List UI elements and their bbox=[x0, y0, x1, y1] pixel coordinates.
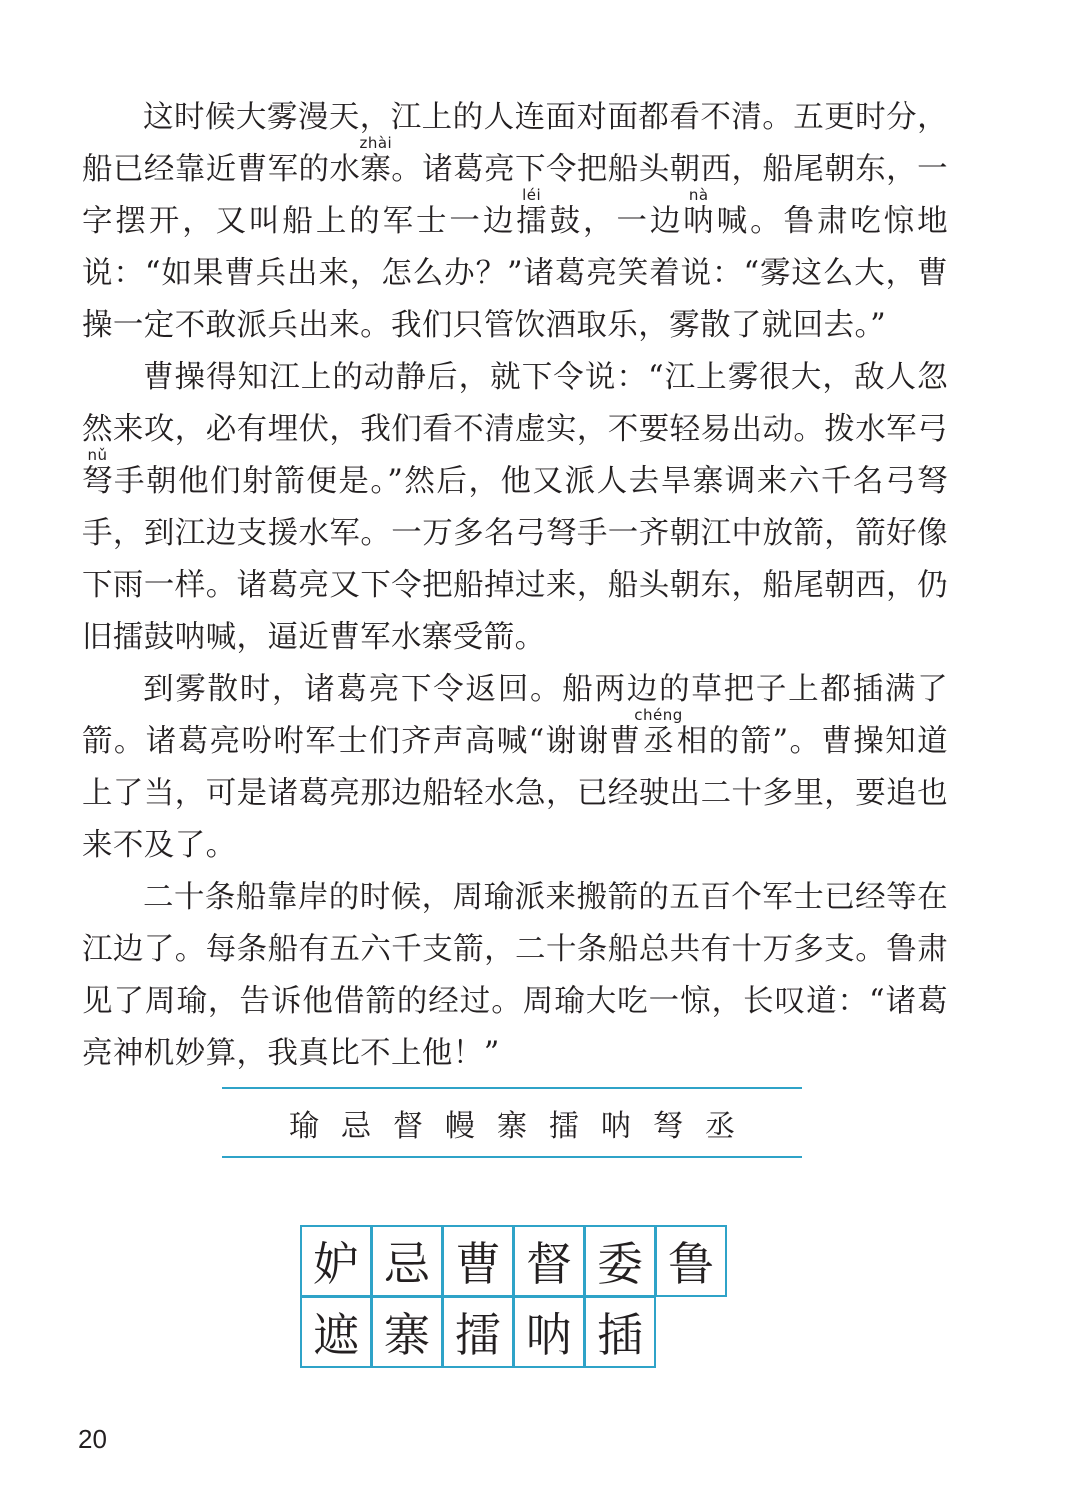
writing-character-cell: 妒 bbox=[300, 1225, 372, 1297]
text-run: 到雾散时，诸葛亮下令返回。船两边的草把子上都插满了箭。诸葛亮吩咐军士们齐声高喊“谢谢曹 bbox=[82, 672, 948, 759]
pinyin-annotation: nǔ bbox=[82, 446, 113, 464]
recognize-character: 忌 bbox=[341, 1108, 371, 1144]
text-run: 鼓，一边 bbox=[549, 204, 684, 239]
text-run: 手朝他们射箭便是。”然后，他又派人去旱寨调来六千名弓弩手，到江边支援水军。一万多名弓弩手一齐朝江中放箭，箭好像下雨一样。诸葛亮又下令把船掉过来，船头朝东，船尾朝西，仍旧擂鼓呐喊，逼近曹军水寨受箭。 bbox=[82, 464, 948, 655]
recognize-character: 弩 bbox=[653, 1108, 683, 1144]
lesson-text bbox=[82, 92, 948, 1080]
recognize-character: 丞 bbox=[705, 1108, 735, 1144]
recognize-character: 督 bbox=[393, 1108, 423, 1144]
writing-character-cell: 曹 bbox=[442, 1225, 514, 1297]
writing-character-cell: 鲁 bbox=[655, 1225, 727, 1297]
text-run: 喊。鲁肃吃惊地说：“如果曹兵出来，怎么办？”诸葛亮笑着说：“雾这么大，曹操一定不敢派兵出来。我们只管饮酒取乐，雾散了就回去。” bbox=[82, 204, 948, 343]
paragraph bbox=[82, 92, 948, 352]
character: 丞 bbox=[634, 724, 683, 759]
writing-character-cell: 寨 bbox=[371, 1296, 443, 1368]
text-run: 二十条船靠岸的时候，周瑜派来搬箭的五百个军士已经等在江边了。每条船有五六千支箭，二十条船总共有十万多支。鲁肃见了周瑜，告诉他借箭的经过。周瑜大吃一惊，长叹道：“诸葛亮神机妙算，我真比不上他！” bbox=[82, 880, 948, 1071]
text-run: 相的箭”。曹操知道上了当，可是诸葛亮那边船轻水急，已经驶出二十多里，要追也来不及了。 bbox=[82, 724, 948, 863]
writing-character-cell: 委 bbox=[584, 1225, 656, 1297]
recognize-character: 擂 bbox=[549, 1108, 579, 1144]
recognize-characters-band bbox=[222, 1087, 802, 1158]
page-number: 20 bbox=[78, 1424, 107, 1454]
writing-character-cell: 忌 bbox=[371, 1225, 443, 1297]
text-run: 。诸葛亮下令把船头朝西，船尾朝东，一字摆开，又叫船上的军士一边 bbox=[82, 152, 949, 239]
annotated-character bbox=[359, 134, 393, 187]
character: 呐 bbox=[683, 204, 717, 239]
recognize-character: 呐 bbox=[601, 1108, 631, 1144]
writing-character-cell: 督 bbox=[513, 1225, 585, 1297]
annotated-character bbox=[634, 706, 683, 759]
annotated-character bbox=[82, 446, 115, 499]
recognize-character: 幔 bbox=[445, 1108, 475, 1144]
writing-character-cell: 呐 bbox=[513, 1296, 585, 1368]
writing-character-cell: 插 bbox=[584, 1296, 656, 1368]
text-run: 曹操得知江上的动静后，就下令说：“江上雾很大，敌人忽然来攻，必有埋伏，我们看不清虚实，不要轻易出动。拨水军弓 bbox=[82, 360, 948, 447]
pinyin-annotation: nà bbox=[683, 186, 715, 204]
character: 弩 bbox=[82, 464, 115, 499]
pinyin-annotation: zhài bbox=[359, 134, 393, 152]
paragraph bbox=[82, 352, 948, 664]
recognize-character: 瑜 bbox=[289, 1108, 319, 1144]
annotated-character bbox=[683, 186, 717, 239]
writing-characters-grid bbox=[301, 1226, 727, 1368]
paragraph bbox=[82, 664, 948, 872]
writing-character-cell: 遮 bbox=[300, 1296, 372, 1368]
pinyin-annotation: chéng bbox=[634, 706, 683, 724]
character: 擂 bbox=[516, 204, 550, 239]
recognize-character: 寨 bbox=[497, 1108, 527, 1144]
annotated-character bbox=[516, 186, 550, 239]
character: 寨 bbox=[359, 152, 393, 187]
paragraph bbox=[82, 872, 948, 1080]
writing-character-cell: 擂 bbox=[442, 1296, 514, 1368]
text-run: 这时候大雾漫天，江上的人连面对面都看不清。五更时分，船已经靠近曹军的水 bbox=[82, 100, 948, 187]
pinyin-annotation: léi bbox=[516, 186, 548, 204]
